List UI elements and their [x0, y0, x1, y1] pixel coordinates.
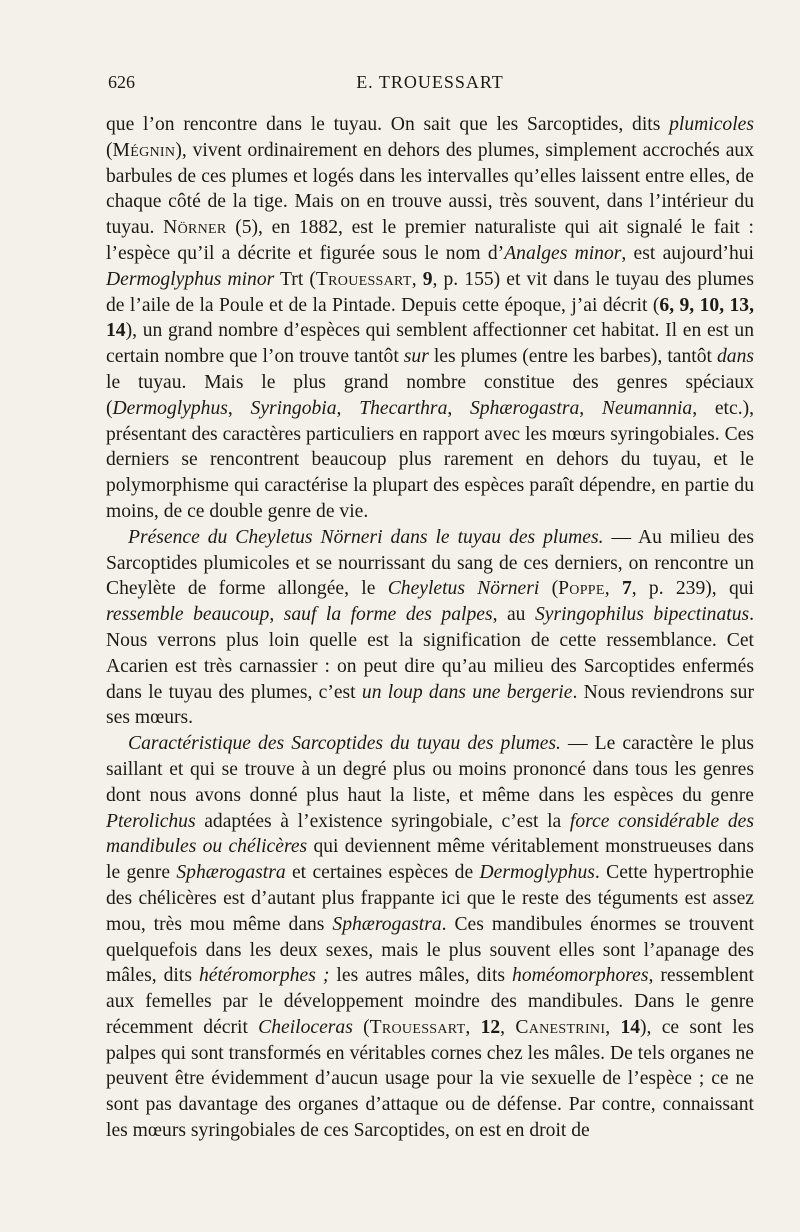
running-head [108, 72, 752, 98]
body-text [106, 112, 754, 1144]
author-name: Mégnin [112, 139, 176, 161]
text-run: , [269, 604, 284, 626]
italic-run: Syringobia [250, 397, 337, 419]
text-run: , [227, 397, 251, 419]
text-run: — Au milieu des Sarcoptides plumicoles et se nourrissant du sang de ces derniers, on rencontre un Cheylète de forme allongée, le [106, 526, 754, 600]
reference-number: 14 [620, 1016, 641, 1038]
text-run: , ressemblent aux femelles par le développement moindre des mandibules. Dans le genre récemment décrit [106, 965, 754, 1038]
text-run: , [336, 397, 360, 419]
text-run: les autres mâles, dits [329, 965, 513, 987]
text-run: le tuyau. Mais le plus grand nombre constitue des genres spéciaux ( [106, 371, 754, 419]
italic-run: Sphærogastra [470, 397, 580, 419]
italic-run: force considérable des mandibules ou chélicères [106, 810, 754, 858]
text-run: et certaines espèces de [285, 862, 480, 884]
text-run: que l’on rencontre dans le tuyau. On sait que les Sarcoptides, dits [106, 114, 670, 135]
text-run: ( [106, 139, 113, 161]
text-run: , etc.), présentant des caractères particuliers en rapport avec les mœurs syringobiales. Ces derniers se rencontrent beaucoup plus rarement en dehors du tuyau, et le polymorphisme qui caractérise la plupart des espèces paraît dépendre, en partie du moins, de ce double genre de vie. [106, 397, 755, 522]
text-run: (5), en 1882, est le premier naturaliste qui ait signalé le fait : l’espèce qu’il a décrite et figurée sous le nom d’ [106, 217, 755, 264]
text-run: , [447, 397, 470, 419]
italic-run: Pterolichus [106, 810, 196, 832]
text-run: — Le caractère le plus saillant et qui se trouve à un degré plus ou moins prononcé dans tous les genres dont nous avons donné plus haut la liste, et même dans les espèces du genre [106, 733, 754, 806]
text-run: , p. 155) et vit dans le tuyau des plumes de l’aile de la Poule et de la Pintade. Depuis cette époque, j’ai décrit ( [106, 268, 754, 316]
italic-run: plumicoles [669, 114, 754, 135]
italic-run: Thecarthra [359, 397, 448, 419]
author-name: Poppe [558, 578, 605, 600]
italic-run: Sphærogastra [176, 862, 286, 884]
text-run: . Cette hypertrophie des chélicères est d’autant plus frappante ici que le reste des téguments est assez mou, très mou même dans [106, 862, 754, 935]
author-name: Nörner [163, 217, 227, 239]
text-run: , [579, 397, 602, 419]
text-run: , au [492, 604, 535, 626]
text-run: Trt ( [274, 268, 316, 290]
italic-run: Cheiloceras [258, 1016, 353, 1038]
italic-run: Dermoglyphus minor [106, 268, 275, 290]
italic-run: Sphærogastra [332, 913, 442, 935]
italic-run: sur [403, 346, 429, 368]
text-run: , [465, 1016, 481, 1038]
text-run: . Nous reviendrons sur ses mœurs. [106, 681, 755, 729]
italic-run: Dermoglyphus [112, 397, 228, 419]
italic-run: hétéromorphes ; [199, 965, 330, 987]
page-number: 626 [108, 72, 135, 92]
reference-number: 9 [422, 268, 433, 290]
reference-number: 7 [621, 578, 632, 600]
author-name: Canestrini [515, 1016, 606, 1038]
italic-run: dans [716, 346, 754, 368]
italic-run: Analges minor [504, 242, 622, 264]
author-name: Trouessart [369, 1016, 466, 1038]
text-run: , [411, 268, 423, 290]
text-run: ), vivent ordinairement en dehors des plumes, simplement accrochés aux barbules de ces plumes et logés dans les intervalles qu’elles laissent entre elles, de chaque côté de la tige. Mais on en trouve aussi, très souvent, dans l’intérieur du tuyau. [106, 139, 754, 239]
italic-run: Syringophilus bipectinatus [534, 604, 750, 626]
italic-run: un loup dans une bergerie [361, 681, 573, 703]
italic-run: homéomorphores [512, 965, 649, 987]
author-name: Trouessart [315, 268, 412, 290]
italic-run: Présence du Cheyletus Nörneri dans le tuyau des plumes. [128, 526, 604, 548]
text-run: qui deviennent même véritablement monstrueuses dans le genre [106, 836, 754, 884]
text-run: ( [352, 1016, 370, 1038]
text-run: . Ces mandibules énormes se trouvent quelquefois dans les deux sexes, mais le plus souvent elles sont l’apanage des mâles, dits [106, 913, 754, 987]
italic-run: sauf la forme des palpes [283, 604, 493, 626]
text-run: ( [539, 578, 559, 600]
italic-run: ressemble beaucoup [106, 604, 270, 626]
italic-run: Caractéristique des Sarcoptides du tuyau des plumes. [128, 733, 561, 755]
paragraph-cheyletus [106, 525, 754, 731]
text-run: les plumes (entre les barbes), tantôt [428, 346, 717, 368]
text-run: ), ce sont les palpes qui sont transformés en véritables cornes chez les mâles. De tels organes ne peuvent être évidemment d’aucun usage pour la vie sexuelle de l’espèce ; ce ne sont pas davantage des organes d’attaque ou de défense. Par contre, connaissant les mœurs syringobiales de ces Sarcoptides, on est en droit de [106, 1016, 755, 1142]
text-run: . Nous verrons plus loin quelle est la signification de cette ressemblance. Cet Acarien est très carnassier : on peut dire qu’au milieu des Sarcoptides enfermés dans le tuyau des plumes, c’est [106, 604, 755, 703]
text-run: adaptées à l’existence syringobiale, c’est la [195, 810, 570, 832]
text-run: , est aujourd’hui [621, 242, 754, 264]
text-run: , p. 239), qui [631, 578, 755, 600]
italic-run: Neumannia [601, 397, 693, 419]
reference-number: 12 [480, 1016, 501, 1038]
paragraph-quill-habitat [106, 112, 754, 525]
italic-run: Dermoglyphus [479, 862, 595, 884]
text-run: ), un grand nombre d’espèces qui semblent affectionner cet habitat. Il en est un certain nombre que l’on trouve tantôt [106, 320, 754, 368]
italic-run: Cheyletus Nörneri [387, 578, 540, 600]
running-title: E. TROUESSART [356, 72, 504, 92]
reference-number: 6, 9, 10, 13, 14 [106, 294, 754, 342]
paragraph-characteristics [106, 731, 754, 1144]
text-run: , [500, 1016, 516, 1038]
text-run: , [605, 1016, 621, 1038]
text-run: , [604, 578, 622, 600]
